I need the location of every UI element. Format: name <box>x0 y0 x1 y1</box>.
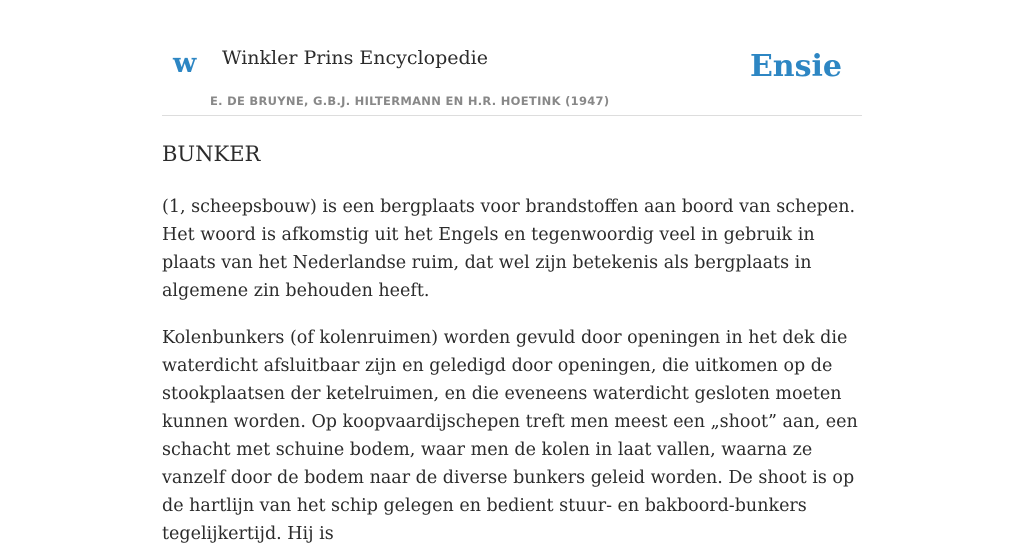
encyclopedia-logo-icon[interactable]: w <box>173 48 197 79</box>
encyclopedia-title-link[interactable]: Winkler Prins Encyclopedie <box>222 47 488 69</box>
article-paragraph: (1, scheepsbouw) is een bergplaats voor brandstoffen aan boord van schepen. Het woord is afkomstig uit het Engels en tegenwoordig veel in gebruik in plaats van het Nederlandse ruim, dat wel zijn betekenis als bergplaats in algemene zin behouden heeft. <box>162 197 856 302</box>
article-body <box>162 193 862 548</box>
authors-line: E. DE BRUYNE, G.B.J. HILTERMANN EN H.R. HOETINK (1947) <box>210 94 610 108</box>
article-paragraph: Kolenbunkers (of kolenruimen) worden gevuld door openingen in het dek die waterdicht afsluitbaar zijn en geledigd door openingen, die uitkomen op de stookplaatsen der ketelruimen, en die eveneens waterdicht gesloten moeten kunnen worden. Op koopvaardijschepen treft men meest een „shoot” aan, een schacht met schuine bodem, waar men de kolen in laat vallen, waarna ze vanzelf door de bodem naar de diverse bunkers geleid worden. De shoot is op de hartlijn van het schip gelegen en bedient stuur- en bakboord-bunkers tegelijkertijd. Hij is <box>162 328 858 545</box>
page <box>162 0 862 545</box>
ensie-brand-link[interactable]: Ensie <box>749 49 842 84</box>
article-title: BUNKER <box>162 142 261 166</box>
site-header <box>162 0 862 116</box>
